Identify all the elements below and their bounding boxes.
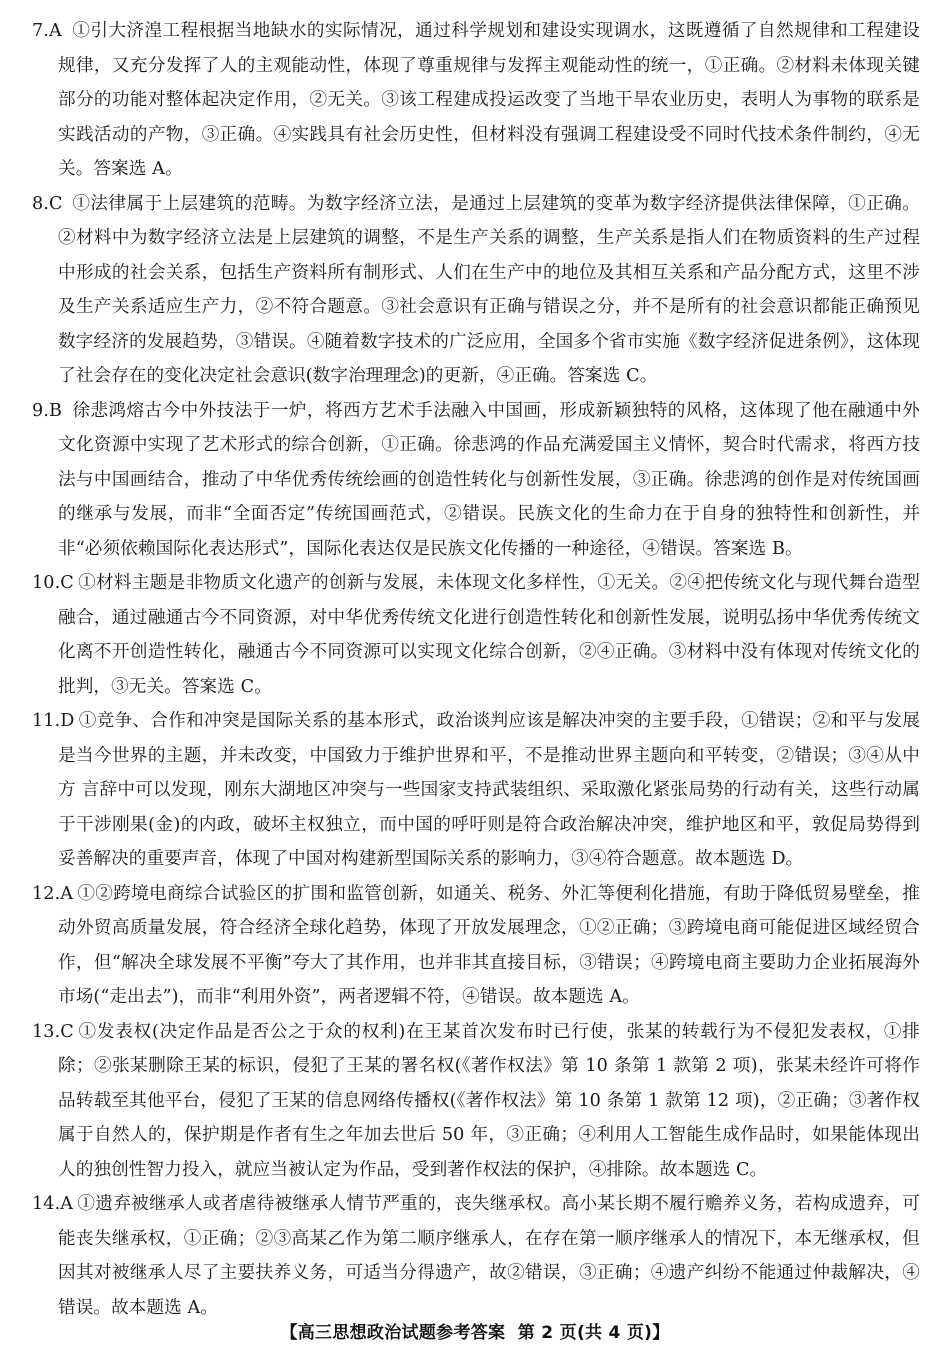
footer-title: 【高三思想政治试题参考答案 xyxy=(280,1323,506,1343)
footer-page-info: 第 2 页(共 4 页)】 xyxy=(517,1323,670,1343)
answer-list xyxy=(32,14,920,1325)
answer-number: 13.C xyxy=(32,1021,74,1042)
answer-number: 10.C xyxy=(32,573,74,593)
answer-text: ①材料主题是非物质文化遗产的创新与发展，未体现文化多样性，①无关。②④把传统文化与现代舞台造型融合，通过融通古今不同资源，对中华优秀传统文化进行创造性转化和创新性发展，说明弘扬中华优秀传统文化离不开创造性转化，融通古今不同资源可以实现文化综合创新，②④正确。③材料中没有体现对传统文化的批判，③无关。答案选 C。 xyxy=(58,573,920,697)
answer-text: 徐悲鸿熔古今中外技法于一炉，将西方艺术手法融入中国画，形成新颖独特的风格，这体现了他在融通中外文化资源中实现了艺术形式的综合创新，①正确。徐悲鸿的作品充满爱国主义情怀，契合时代需求，将西方技法与中国画结合，推动了中华优秀传统绘画的创造性转化与创新性发展，③正确。徐悲鸿的创作是对传统国画的继承与发展，而非“全面否定”传统国画范式，②错误。民族文化的生命力在于自身的独特性和创新性，并非“必须依赖国际化表达形式”，国际化表达仅是民族文化传播的一种途径，④错误。答案选 B。 xyxy=(58,400,920,559)
answer-number: 9.B xyxy=(32,400,63,421)
answer-item-12 xyxy=(32,877,920,1015)
answer-number: 7.A xyxy=(32,21,62,41)
answer-item-14 xyxy=(32,1187,920,1325)
answer-item-11 xyxy=(32,704,920,877)
answer-item-13 xyxy=(32,1015,920,1188)
answer-text: ①竞争、合作和冲突是国际关系的基本形式，政治谈判应该是解决冲突的主要手段，①错误；②和平与发展是当今世界的主题，并未改变，中国致力于维护世界和平，不是推动世界主题向和平转变，②错误；③④从中方 言辞中可以发现，刚东大湖地区冲突与一些国家支持武装组织、采取激化紧张局势的行动有关，这些行动属于干涉刚果(金)的内政，破坏主权独立，而中国的呼吁则是符合政治解决冲突，维护地区和平，敦促局势得到妥善解决的重要声音，体现了中国对构建新型国际关系的影响力，③④符合题意。故本题选 D。 xyxy=(58,711,920,869)
answer-number: 11.D xyxy=(32,711,75,731)
answer-number: 12.A xyxy=(32,883,74,904)
page-footer xyxy=(0,1318,950,1343)
answer-item-10 xyxy=(32,566,920,704)
answer-number: 8.C xyxy=(32,193,63,214)
answer-item-8 xyxy=(32,187,920,394)
answer-text: ①引大济湟工程根据当地缺水的实际情况，通过科学规划和建设实现调水，这既遵循了自然规律和工程建设规律，又充分发挥了人的主观能动性，体现了尊重规律与发挥主观能动性的统一，①正确。②材料未体现关键部分的功能对整体起决定作用，②无关。③该工程建成投运改变了当地干旱农业历史，表明人为事物的联系是实践活动的产物，③正确。④实践具有社会历史性，但材料没有强调工程建设受不同时代技术条件制约，④无关。答案选 A。 xyxy=(58,21,920,179)
answer-number: 14.A xyxy=(32,1194,74,1214)
answer-text: ①发表权(决定作品是否公之于众的权利)在王某首次发布时已行使，张某的转载行为不侵犯发表权，①排除；②张某删除王某的标识，侵犯了王某的署名权(《著作权法》第 10 条第 1 款第 2 项)，张某未经许可将作品转载至其他平台，侵犯了王某的信息网络传播权(《著作权法》第 10 条第 1 款第 12 项)，②正确；③著作权属于自然人的，保护期是作者有生之年加去世后 50 年，③正确；④利用人工智能生成作品时，如果能体现出人的独创性智力投入，就应当被认定为作品，受到著作权法的保护，④排除。故本题选 C。 xyxy=(58,1021,920,1180)
answer-text: ①遗弃被继承人或者虐待被继承人情节严重的，丧失继承权。高小某长期不履行赡养义务，若构成遗弃，可能丧失继承权，①正确；②③高某乙作为第二顺序继承人，在存在第一顺序继承人的情况下，本无继承权，但因其对被继承人尽了主要扶养义务，可适当分得遗产，故②错误，③正确；④遗产纠纷不能通过仲裁解决，④错误。故本题选 A。 xyxy=(58,1194,920,1318)
answer-item-9 xyxy=(32,394,920,567)
answer-text: ①法律属于上层建筑的范畴。为数字经济立法，是通过上层建筑的变革为数字经济提供法律保障，①正确。②材料中为数字经济立法是上层建筑的调整，不是生产关系的调整，生产关系是指人们在物质资料的生产过程中形成的社会关系，包括生产资料所有制形式、人们在生产中的地位及其相互关系和产品分配方式，这里不涉及生产关系适应生产力，②不符合题意。③社会意识有正确与错误之分，并不是所有的社会意识都能正确预见数字经济的发展趋势，③错误。④随着数字技术的广泛应用，全国多个省市实施《数字经济促进条例》，这体现了社会存在的变化决定社会意识(数字治理理念)的更新，④正确。答案选 C。 xyxy=(58,193,920,386)
answer-text: ①②跨境电商综合试验区的扩围和监管创新，如通关、税务、外汇等便利化措施，有助于降低贸易壁垒，推动外贸高质量发展，符合经济全球化趋势，体现了开放发展理念，①②正确；③跨境电商可能促进区域经贸合作，但“解决全球发展不平衡”夸大了其作用，也并非其直接目标，③错误；④跨境电商主要助力企业拓展海外市场(“走出去”)，而非“利用外资”，两者逻辑不符，④错误。故本题选 A。 xyxy=(58,883,920,1007)
answer-item-7 xyxy=(32,14,920,187)
